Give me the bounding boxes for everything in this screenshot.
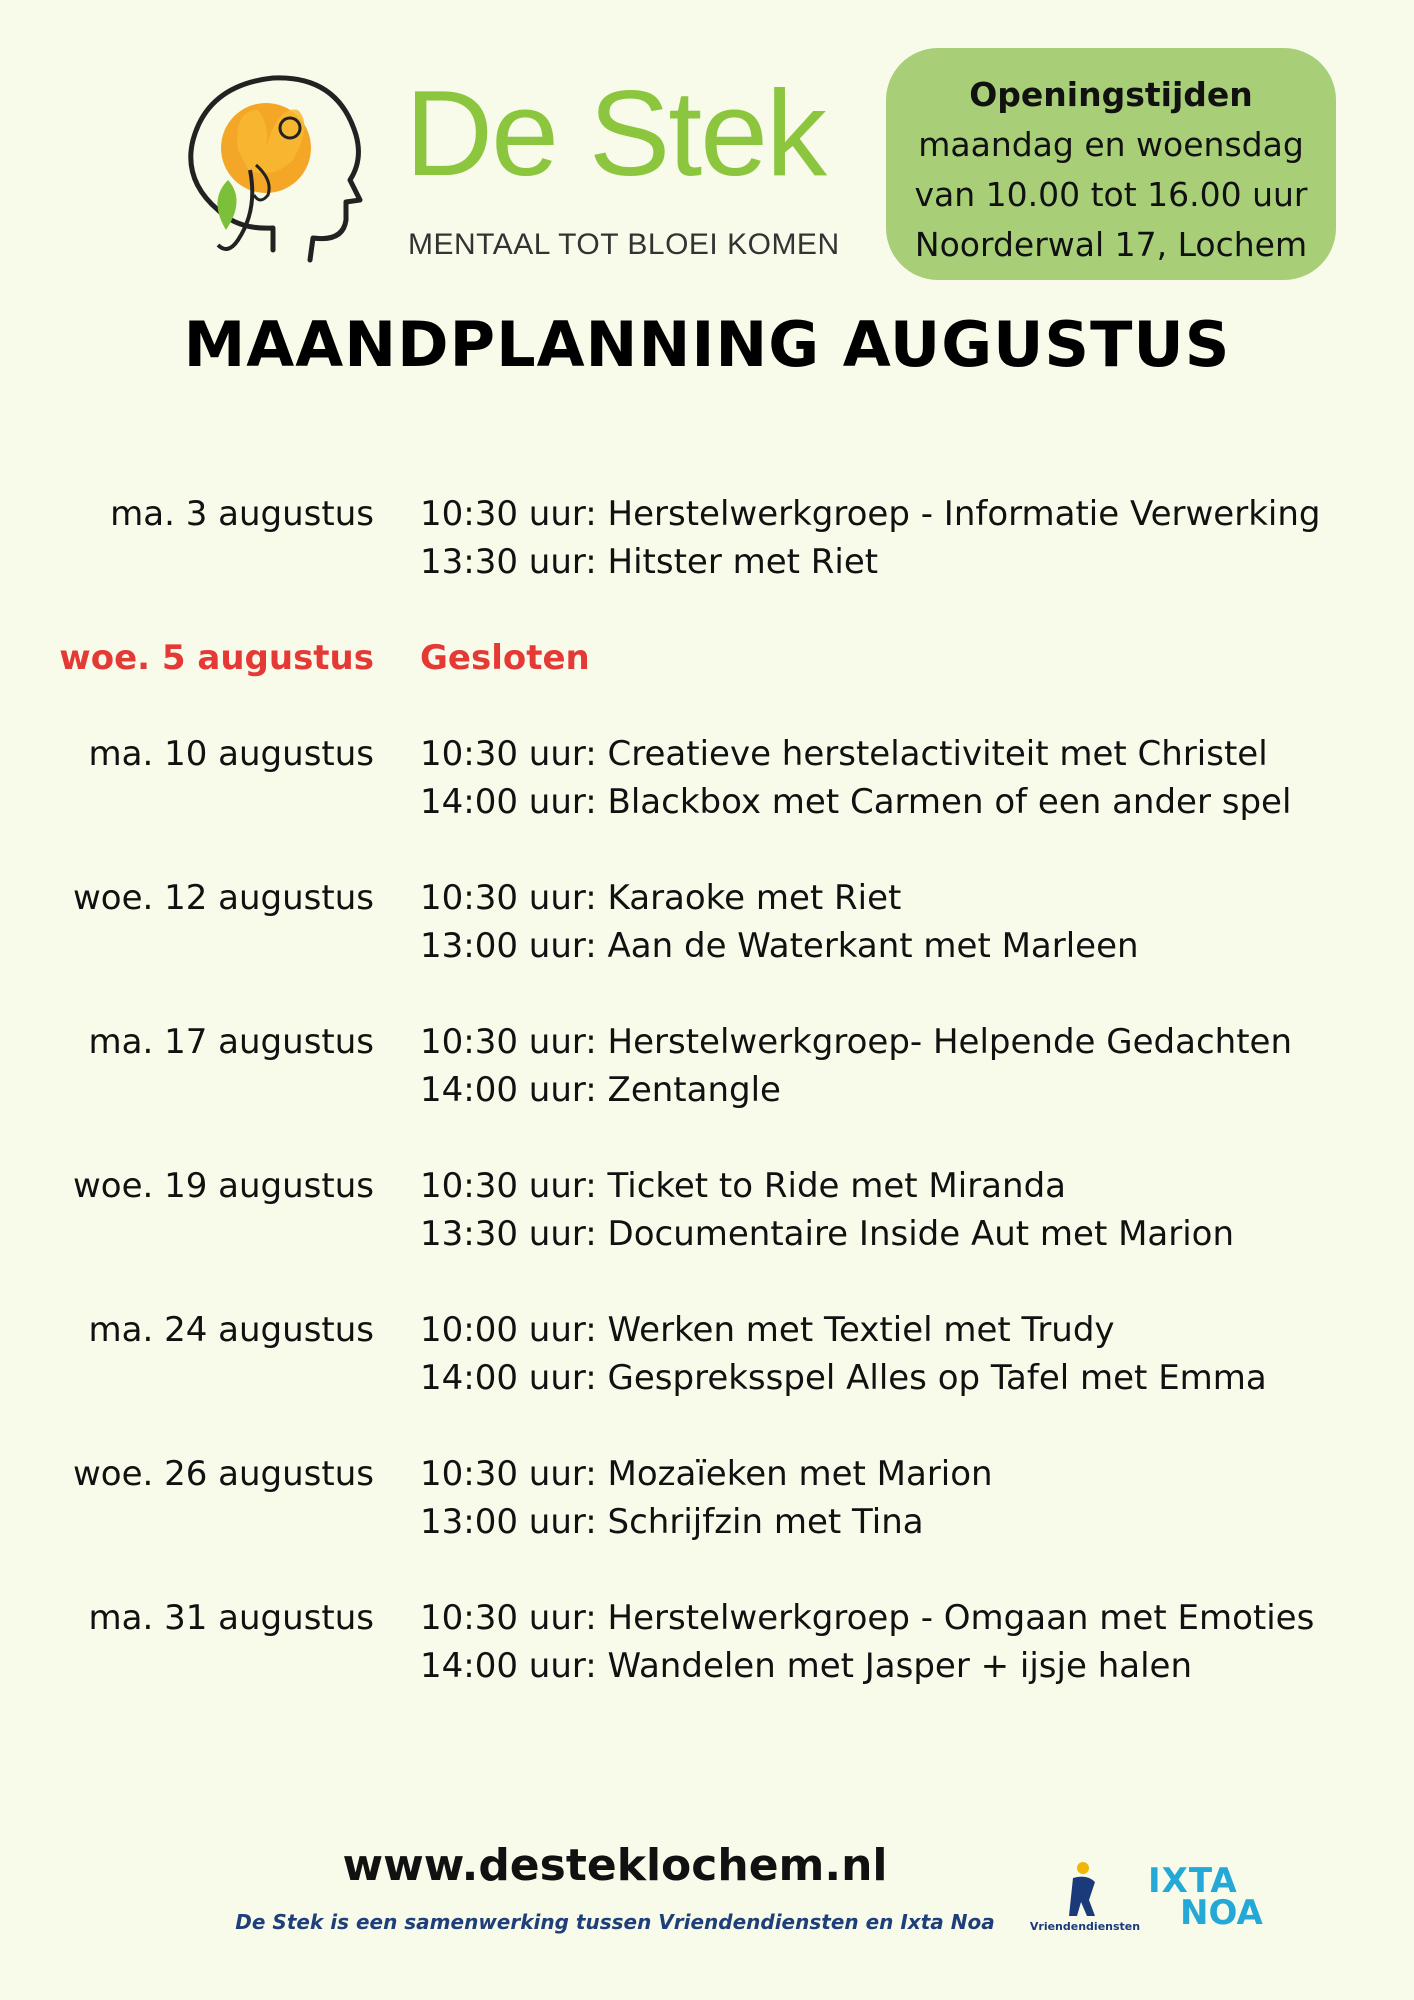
opening-hours-days: maandag en woensdag [918,125,1304,164]
schedule-event: 13:00 uur: Schrijfzin met Tina [420,1502,924,1542]
ixta-noa-logo [1148,1861,1288,1934]
schedule-events [420,490,1320,586]
schedule-day-label: woe. 12 augustus [72,878,374,918]
schedule-event: 13:00 uur: Aan de Waterkant met Marleen [420,926,1139,966]
schedule-event: 10:30 uur: Mozaïeken met Marion [420,1454,993,1494]
schedule-day-label: ma. 3 augustus [110,494,374,534]
schedule-event: 10:30 uur: Ticket to Ride met Miranda [420,1166,1066,1206]
opening-hours-address: Noorderwal 17, Lochem [914,225,1308,264]
schedule-events [420,1306,1267,1402]
schedule-event: 10:30 uur: Creatieve herstelactiviteit met Christel [420,734,1268,774]
schedule-day-label: ma. 24 augustus [88,1310,374,1350]
schedule-event: 10:00 uur: Werken met Textiel met Trudy [420,1310,1115,1350]
schedule-day-label: woe. 19 augustus [72,1166,374,1206]
brand-name: De Stek [405,65,825,201]
ixta-text: IXTA [1148,1861,1238,1901]
schedule-event: 10:30 uur: Herstelwerkgroep - Omgaan met Emoties [420,1598,1315,1638]
schedule-event: 14:00 uur: Zentangle [420,1070,781,1110]
vriendendiensten-name: Vriendendiensten [1029,1920,1141,1933]
schedule-events [420,1594,1314,1690]
schedule-day-label: woe. 5 augustus [59,638,374,678]
schedule-event: 14:00 uur: Wandelen met Jasper + ijsje halen [420,1646,1192,1686]
schedule-events [420,1162,1234,1258]
opening-hours-times: van 10.00 tot 16.00 uur [914,175,1308,214]
schedule-events [420,874,1139,970]
schedule-event: 10:30 uur: Herstelwerkgroep - Informatie Verwerking [420,494,1321,534]
schedule-event: 13:30 uur: Documentaire Inside Aut met Marion [420,1214,1235,1254]
schedule-events [420,634,590,682]
schedule-event: 14:00 uur: Gespreksspel Alles op Tafel met Emma [420,1358,1267,1398]
schedule-events [420,730,1291,826]
closed-notice: Gesloten [420,638,590,678]
schedule-event: 10:30 uur: Karaoke met Riet [420,878,902,918]
vriendendiensten-figure-icon [1065,1860,1105,1918]
footer-note: De Stek is een samenwerking tussen Vriendendiensten en Ixta Noa [235,1910,995,1934]
schedule-event: 14:00 uur: Blackbox met Carmen of een ander spel [420,782,1292,822]
schedule-day-label: ma. 17 augustus [88,1022,374,1062]
schedule-events [420,1450,993,1546]
schedule-day-label: ma. 31 augustus [88,1598,374,1638]
head-flower-logo-icon [178,70,378,270]
noa-text: NOA [1180,1893,1263,1933]
schedule-events [420,1018,1292,1114]
schedule-event: 13:30 uur: Hitster met Riet [420,542,879,582]
website-link[interactable]: www.desteklochem.nl [342,1840,888,1891]
brand-tagline: MENTAAL TOT BLOEI KOMEN [408,228,840,261]
schedule-event: 10:30 uur: Herstelwerkgroep- Helpende Gedachten [420,1022,1292,1062]
vriendendiensten-logo [1020,1860,1150,1940]
opening-hours-title: Openingstijden [969,75,1253,114]
opening-hours-box [886,48,1336,280]
page-title: MAANDPLANNING AUGUSTUS [183,308,1231,381]
schedule-day-label: woe. 26 augustus [72,1454,374,1494]
schedule-day-label: ma. 10 augustus [88,734,374,774]
